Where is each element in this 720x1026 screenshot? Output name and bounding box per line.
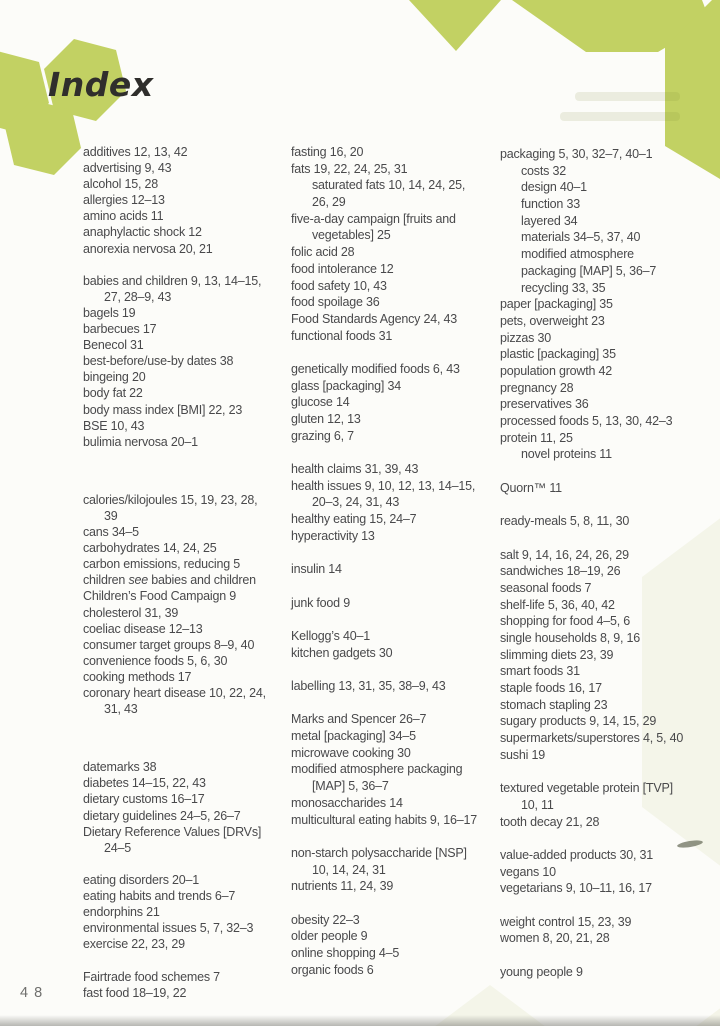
index-entry: supermarkets/superstores 4, 5, 40 xyxy=(500,731,684,746)
index-entry: microwave cooking 30 xyxy=(291,745,411,760)
index-entry-continuation: 39 xyxy=(104,508,118,523)
index-entry: health issues 9, 10, 12, 13, 14–15, xyxy=(291,478,476,493)
index-entry: body mass index [BMI] 22, 23 xyxy=(83,402,243,417)
index-gap xyxy=(500,947,715,964)
index-entry: endorphins 21 xyxy=(83,905,160,920)
index-gap xyxy=(83,466,298,492)
index-entry: sandwiches 18–19, 26 xyxy=(500,564,621,579)
index-entry: older people 9 xyxy=(291,929,368,944)
index-entry: single households 8, 9, 16 xyxy=(500,630,641,645)
index-entry: junk food 9 xyxy=(291,595,350,610)
index-gap xyxy=(500,496,715,513)
hexagon-icon xyxy=(409,0,501,51)
index-entry: cooking methods 17 xyxy=(83,669,192,684)
index-entry: glucose 14 xyxy=(291,395,350,410)
index-entry: Dietary Reference Values [DRVs] xyxy=(83,824,262,839)
index-entry: non-starch polysaccharide [NSP] xyxy=(291,845,467,860)
index-entry: coronary heart disease 10, 22, 24, xyxy=(83,686,266,700)
index-entry: slimming diets 23, 39 xyxy=(500,647,614,662)
index-entry: preservatives 36 xyxy=(500,397,589,412)
index-gap xyxy=(291,444,506,461)
index-entry: vegetarians 9, 10–11, 16, 17 xyxy=(500,881,652,896)
index-entry: genetically modified foods 6, 43 xyxy=(291,361,460,376)
index-entry: Fairtrade food schemes 7 xyxy=(83,969,220,984)
index-entry: smart foods 31 xyxy=(500,664,580,679)
index-subentry: 26, 29 xyxy=(312,195,346,210)
index-entry-continuation: 20–3, 24, 31, 43 xyxy=(312,495,400,510)
index-entry: plastic [packaging] 35 xyxy=(500,347,616,362)
index-entry: ready-meals 5, 8, 11, 30 xyxy=(500,514,630,529)
index-entry: organic foods 6 xyxy=(291,962,374,977)
index-gap xyxy=(291,545,506,562)
index-entry: tooth decay 21, 28 xyxy=(500,814,600,829)
index-entry: food safety 10, 43 xyxy=(291,278,387,293)
index-entry: cans 34–5 xyxy=(83,525,139,540)
index-entry: datemarks 38 xyxy=(83,760,157,775)
index-entry: modified atmosphere packaging xyxy=(291,762,463,777)
index-entry: alcohol 15, 28 xyxy=(83,177,159,192)
index-entry-continuation: 10, 14, 24, 31 xyxy=(312,862,386,877)
index-subentry: function 33 xyxy=(521,197,580,212)
index-entry: seasonal foods 7 xyxy=(500,580,592,595)
index-entry: Kellogg’s 40–1 xyxy=(291,628,370,643)
index-entry: glass [packaging] 34 xyxy=(291,378,401,393)
index-entry: staple foods 16, 17 xyxy=(500,681,602,695)
index-gap xyxy=(83,450,298,466)
index-gap xyxy=(83,952,298,968)
index-gap xyxy=(500,763,715,780)
index-entry: nutrients 11, 24, 39 xyxy=(291,879,394,894)
index-entry: eating habits and trends 6–7 xyxy=(83,889,236,904)
index-entry: pizzas 30 xyxy=(500,330,552,345)
index-entry: babies and children 9, 13, 14–15, xyxy=(83,273,262,288)
index-entry: allergies 12–13 xyxy=(83,193,165,208)
index-entry: kitchen gadgets 30 xyxy=(291,645,393,660)
index-entry-continuation: 27, 28–9, 43 xyxy=(104,289,172,304)
index-entry: advertising 9, 43 xyxy=(83,161,172,176)
index-entry: insulin 14 xyxy=(291,562,342,577)
index-entry-continuation: 24–5 xyxy=(104,840,132,855)
index-entry: children see babies and children xyxy=(83,573,256,588)
index-column-2 xyxy=(291,144,506,978)
index-entry: shelf-life 5, 36, 40, 42 xyxy=(500,597,615,612)
index-subentry: design 40–1 xyxy=(521,180,587,195)
index-entry: folic acid 28 xyxy=(291,245,355,260)
page-bottom-edge-shadow xyxy=(0,1015,720,1026)
index-entry: stomach stapling 23 xyxy=(500,697,608,712)
index-entry: calories/kilojoules 15, 19, 23, 28, xyxy=(83,492,258,507)
index-entry: coeliac disease 12–13 xyxy=(83,621,203,636)
index-entry: obesity 22–3 xyxy=(291,912,360,927)
index-entry: best-before/use-by dates 38 xyxy=(83,354,234,369)
index-entry-continuation: 31, 43 xyxy=(104,702,138,717)
index-gap xyxy=(291,661,506,678)
index-gap xyxy=(500,530,715,547)
index-entry: grazing 6, 7 xyxy=(291,428,354,443)
index-entry: diabetes 14–15, 22, 43 xyxy=(83,776,206,791)
index-entry: body fat 22 xyxy=(83,386,143,401)
index-gap xyxy=(291,344,506,361)
index-entry: labelling 13, 31, 35, 38–9, 43 xyxy=(291,679,446,693)
index-entry: amino acids 11 xyxy=(83,209,164,224)
index-entry: dietary customs 16–17 xyxy=(83,792,205,807)
index-subentry: layered 34 xyxy=(521,213,578,228)
index-subentry: modified atmosphere xyxy=(521,247,634,262)
index-gap xyxy=(83,733,298,759)
index-gap xyxy=(291,695,506,712)
index-subentry: materials 34–5, 37, 40 xyxy=(521,230,641,245)
index-entry: health claims 31, 39, 43 xyxy=(291,462,419,477)
index-column-1 xyxy=(83,144,298,1001)
index-subentry: packaging [MAP] 5, 36–7 xyxy=(521,263,657,278)
index-entry: gluten 12, 13 xyxy=(291,412,361,426)
index-entry: exercise 22, 23, 29 xyxy=(83,937,185,952)
index-entry: cholesterol 31, 39 xyxy=(83,605,179,620)
index-entry: paper [packaging] 35 xyxy=(500,297,613,312)
index-entry: Children’s Food Campaign 9 xyxy=(83,589,236,604)
index-entry: textured vegetable protein [TVP] xyxy=(500,781,673,796)
index-entry: pets, overweight 23 xyxy=(500,313,605,328)
index-entry: salt 9, 14, 16, 24, 26, 29 xyxy=(500,547,629,562)
index-entry: population growth 42 xyxy=(500,363,613,378)
index-entry: consumer target groups 8–9, 40 xyxy=(83,637,255,652)
index-entry: additives 12, 13, 42 xyxy=(83,145,188,159)
index-entry: barbecues 17 xyxy=(83,322,157,337)
index-gap xyxy=(83,717,298,733)
index-entry-continuation: [MAP] 5, 36–7 xyxy=(312,779,389,794)
index-subentry: novel proteins 11 xyxy=(521,447,612,462)
index-entry: monosaccharides 14 xyxy=(291,795,403,810)
index-entry: anorexia nervosa 20, 21 xyxy=(83,241,213,256)
index-entry: packaging 5, 30, 32–7, 40–1 xyxy=(500,147,653,161)
index-entry: fast food 18–19, 22 xyxy=(83,985,187,1000)
index-entry: fats 19, 22, 24, 25, 31 xyxy=(291,161,408,176)
index-entry: sugary products 9, 14, 15, 29 xyxy=(500,714,657,729)
index-entry: bingeing 20 xyxy=(83,370,146,385)
index-entry: pregnancy 28 xyxy=(500,380,574,395)
page-title: Index xyxy=(48,65,154,104)
index-entry: dietary guidelines 24–5, 26–7 xyxy=(83,808,241,823)
index-gap xyxy=(83,257,298,273)
index-entry: convenience foods 5, 6, 30 xyxy=(83,653,228,668)
index-column-3 xyxy=(500,146,715,980)
index-entry: five-a-day campaign [fruits and xyxy=(291,211,456,226)
index-entry: food intolerance 12 xyxy=(291,261,394,276)
index-entry: shopping for food 4–5, 6 xyxy=(500,614,631,629)
index-entry: eating disorders 20–1 xyxy=(83,872,200,887)
index-entry: metal [packaging] 34–5 xyxy=(291,729,416,744)
index-entry-continuation: 10, 11 xyxy=(521,797,554,812)
index-entry: Quorn™ 11 xyxy=(500,480,562,495)
index-entry: functional foods 31 xyxy=(291,328,393,343)
index-entry: online shopping 4–5 xyxy=(291,946,400,960)
index-entry: Benecol 31 xyxy=(83,338,144,353)
index-entry: young people 9 xyxy=(500,964,583,979)
index-entry: food spoilage 36 xyxy=(291,295,380,310)
index-entry: bulimia nervosa 20–1 xyxy=(83,434,198,449)
index-gap xyxy=(291,828,506,845)
index-gap xyxy=(291,895,506,912)
index-subentry: saturated fats 10, 14, 24, 25, xyxy=(312,178,466,193)
index-entry: anaphylactic shock 12 xyxy=(83,225,202,240)
index-entry: BSE 10, 43 xyxy=(83,418,145,433)
index-entry: protein 11, 25 xyxy=(500,430,573,445)
index-entry: multicultural eating habits 9, 16–17 xyxy=(291,812,477,827)
index-gap xyxy=(291,611,506,628)
page-number: 48 xyxy=(20,985,49,1001)
index-gap xyxy=(500,463,715,480)
index-entry: hyperactivity 13 xyxy=(291,528,375,543)
index-entry: women 8, 20, 21, 28 xyxy=(500,931,610,946)
index-entry: healthy eating 15, 24–7 xyxy=(291,512,417,527)
index-gap xyxy=(291,578,506,595)
index-entry: weight control 15, 23, 39 xyxy=(500,914,632,929)
index-entry: carbohydrates 14, 24, 25 xyxy=(83,541,217,556)
index-subentry: recycling 33, 35 xyxy=(521,280,606,295)
index-entry: sushi 19 xyxy=(500,747,545,762)
index-entry-continuation: vegetables] 25 xyxy=(312,228,391,243)
index-entry: processed foods 5, 13, 30, 42–3 xyxy=(500,414,673,428)
index-entry: Food Standards Agency 24, 43 xyxy=(291,311,458,326)
index-entry: fasting 16, 20 xyxy=(291,145,364,159)
index-entry: vegans 10 xyxy=(500,864,556,879)
index-entry: Marks and Spencer 26–7 xyxy=(291,712,427,727)
index-gap xyxy=(83,856,298,872)
index-entry: bagels 19 xyxy=(83,305,136,320)
index-entry: value-added products 30, 31 xyxy=(500,847,654,862)
index-subentry: costs 32 xyxy=(521,163,566,178)
index-entry: carbon emissions, reducing 5 xyxy=(83,557,240,572)
index-entry: environmental issues 5, 7, 32–3 xyxy=(83,921,254,936)
index-gap xyxy=(500,897,715,914)
